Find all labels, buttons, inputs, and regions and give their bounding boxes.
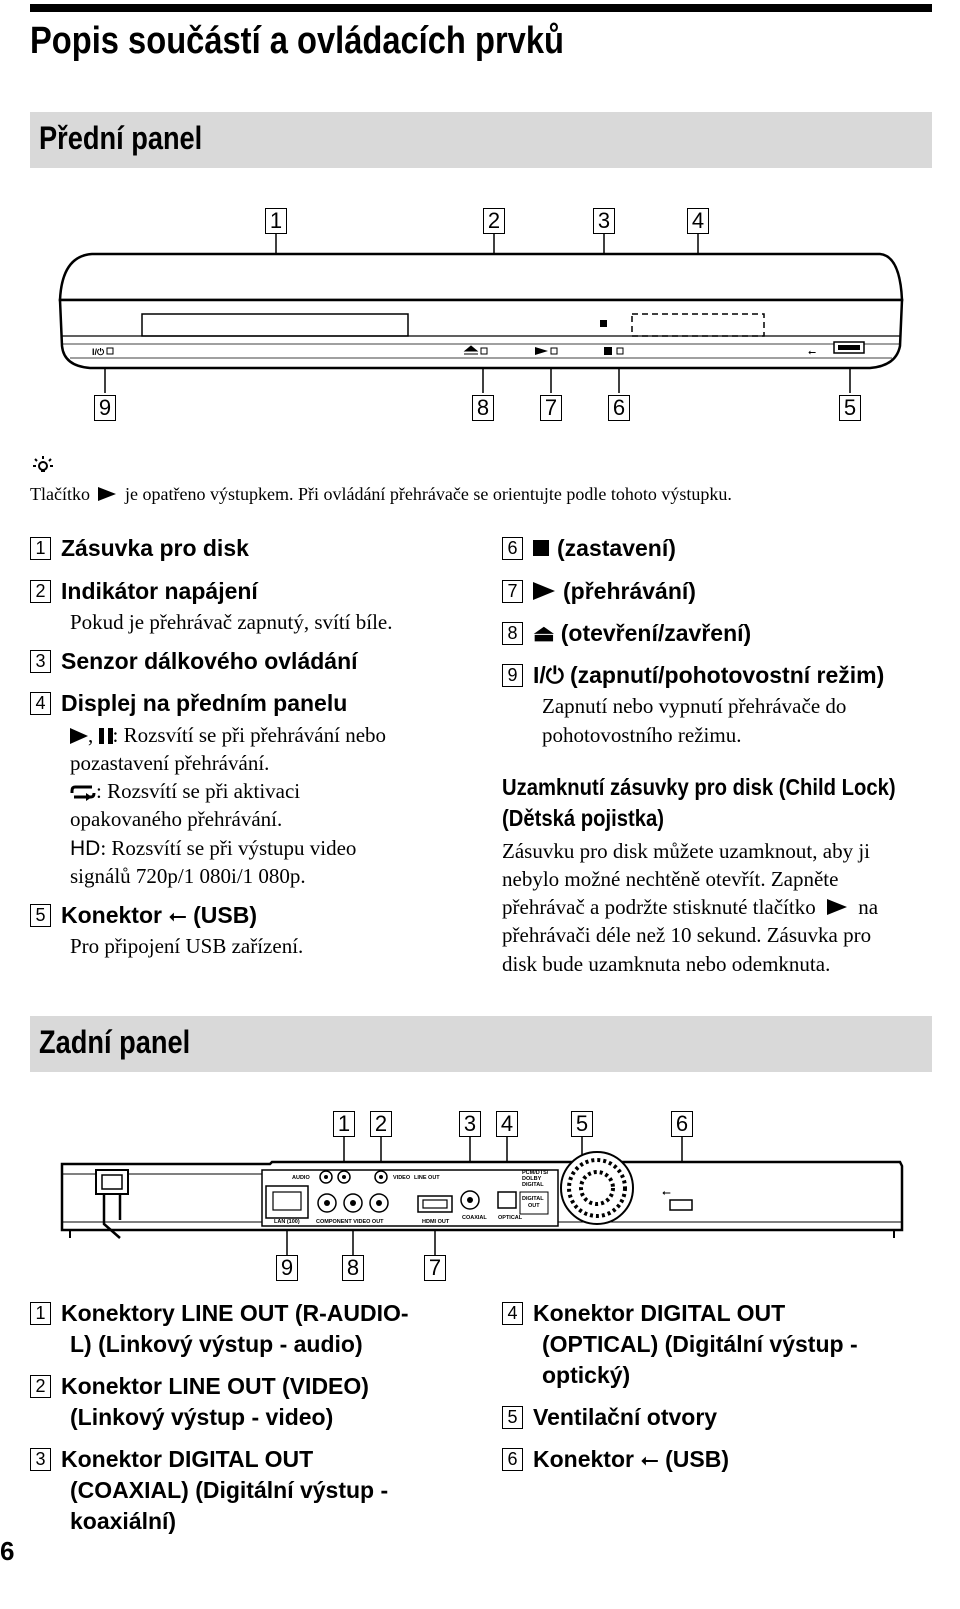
item-label: Indikátor napájení — [61, 578, 258, 604]
item-number: 2 — [30, 580, 51, 603]
label-component: COMPONENT VIDEO OUT — [316, 1219, 384, 1225]
item-number: 5 — [30, 904, 51, 927]
play-icon — [98, 487, 116, 501]
callout-front-8: 8 — [472, 395, 494, 421]
callout-rear-7: 7 — [424, 1255, 446, 1281]
repeat-icon — [70, 783, 96, 801]
label-hdmi: HDMI OUT — [422, 1219, 450, 1225]
rear-item-3 — [30, 1444, 313, 1475]
callout-front-7: 7 — [540, 395, 562, 421]
item-number: 4 — [30, 692, 51, 715]
callout-rear-9: 9 — [276, 1255, 298, 1281]
item-label: (zapnutí/pohotovostní režim) — [569, 662, 885, 688]
child-lock-text-3 — [502, 893, 878, 921]
rear-item-3-line-2: (COAXIAL) (Digitální výstup - — [70, 1477, 389, 1503]
callout-rear-5: 5 — [571, 1111, 593, 1137]
rear-item-2-line-2: (Linkový výstup - video) — [70, 1404, 334, 1430]
item-number: 8 — [502, 622, 523, 645]
usb-icon: ⭠ — [640, 1446, 659, 1472]
item-number: 6 — [502, 537, 523, 560]
callout-rear-3: 3 — [459, 1111, 481, 1137]
child-lock-text-5: disk bude uzamknuta nebo odemknuta. — [502, 952, 831, 976]
front-item-6 — [502, 533, 676, 564]
rear-item-3-line-3: koaxiální) — [70, 1508, 177, 1534]
callout-front-9: 9 — [94, 395, 116, 421]
rear-panel-heading-bar — [30, 1016, 932, 1072]
rear-item-2 — [30, 1371, 369, 1402]
rear-item-4-line-3: optický) — [542, 1362, 631, 1388]
child-lock-text-4: přehrávači déle než 10 sekund. Zásuvka pro — [502, 923, 872, 947]
item-number: 7 — [502, 580, 523, 603]
item-label-suffix: (USB) — [665, 1446, 730, 1472]
power-icon: I/⏻ — [533, 662, 564, 688]
desc-line: : Rozsvítí se při výstupu video — [100, 836, 357, 860]
label-coaxial: COAXIAL — [462, 1215, 487, 1221]
item-number: 5 — [502, 1406, 523, 1429]
callout-front-6: 6 — [608, 395, 630, 421]
eject-icon: ⏏ — [533, 620, 555, 646]
play-icon — [827, 899, 847, 915]
item-number: 3 — [30, 1448, 51, 1471]
label-video: VIDEO — [393, 1175, 411, 1181]
desc-line: : Rozsvítí se při aktivaci — [96, 779, 301, 803]
front-item-8 — [502, 618, 751, 649]
tip-text-end: je opatřeno výstupkem. Při ovládání přehrávače se orientujte podle tohoto výstupku. — [124, 484, 732, 504]
page-number: 6 — [0, 1536, 15, 1566]
front-item-2 — [30, 576, 258, 607]
label-optical: OPTICAL — [498, 1215, 523, 1221]
item-label: Konektor LINE OUT (VIDEO) — [61, 1373, 369, 1399]
front-item-4 — [30, 688, 347, 719]
rear-item-5 — [502, 1402, 717, 1433]
label-line-out: LINE OUT — [414, 1175, 440, 1181]
label-audio: AUDIO — [292, 1175, 310, 1181]
text-line: přehrávač a podržte stisknuté tlačítko — [502, 895, 816, 919]
item-number: 1 — [30, 1302, 51, 1325]
front-item-4-desc-1: , : Rozsvítí se při přehrávání nebo — [70, 721, 386, 749]
front-item-4-desc-4: opakovaného přehrávání. — [70, 807, 283, 831]
child-lock-heading-1: Uzamknutí zásuvky pro disk (Child Lock) — [502, 774, 896, 800]
item-label: Konektor — [61, 902, 162, 928]
desc-line: : Rozsvítí se při přehrávání nebo — [112, 723, 387, 747]
play-icon — [70, 728, 88, 744]
page-title: Popis součástí a ovládacích prvků — [30, 20, 564, 62]
item-label: Konektor DIGITAL OUT — [61, 1446, 314, 1472]
item-number: 1 — [30, 537, 51, 560]
usb-icon: ⭠ — [168, 902, 187, 928]
item-number: 4 — [502, 1302, 523, 1325]
pause-icon — [99, 728, 113, 744]
rear-item-6 — [502, 1444, 729, 1475]
tip-text — [30, 484, 732, 505]
rear-item-1 — [30, 1298, 409, 1329]
front-item-2-desc: Pokud je přehrávač zapnutý, svítí bíle. — [70, 610, 393, 634]
item-label: Ventilační otvory — [533, 1404, 718, 1430]
rear-item-4 — [502, 1298, 785, 1329]
child-lock-heading-2: (Dětská pojistka) — [502, 805, 664, 831]
rear-item-1-line-2: L) (Linkový výstup - audio) — [70, 1331, 363, 1357]
label-lan: LAN (100) — [274, 1219, 300, 1225]
front-item-7 — [502, 576, 696, 607]
rear-panel-heading: Zadní panel — [39, 1024, 191, 1060]
item-number: 2 — [30, 1375, 51, 1398]
label-digital-out-2: OUT — [528, 1203, 540, 1209]
front-item-9-desc-2: pohotovostního režimu. — [542, 723, 742, 747]
svg-text:⭠: ⭠ — [662, 1187, 671, 1199]
play-icon — [533, 582, 555, 600]
item-label: Displej na předním panelu — [61, 690, 348, 716]
callout-front-2: 2 — [483, 208, 505, 234]
hint-bulb-icon — [32, 455, 54, 477]
callout-front-4: 4 — [687, 208, 709, 234]
top-rule — [30, 4, 932, 12]
front-item-3 — [30, 646, 358, 677]
item-label: Zásuvka pro disk — [61, 535, 249, 561]
callout-rear-2: 2 — [370, 1111, 392, 1137]
front-item-5-desc: Pro připojení USB zařízení. — [70, 934, 304, 958]
item-label-suffix: (USB) — [193, 902, 258, 928]
front-item-9-desc-1: Zapnutí nebo vypnutí přehrávače do — [542, 694, 847, 718]
item-label: (otevření/zavření) — [560, 620, 752, 646]
stop-icon — [533, 540, 549, 556]
svg-text:I/⏻: I/⏻ — [92, 347, 105, 357]
rear-item-4-line-2: (OPTICAL) (Digitální výstup - — [542, 1331, 858, 1357]
front-item-9 — [502, 660, 884, 691]
label-pcm-3: DIGITAL — [522, 1182, 544, 1188]
item-label: Konektor — [533, 1446, 634, 1472]
label-digital-out: DIGITAL — [522, 1196, 544, 1202]
svg-text:⭠: ⭠ — [808, 347, 816, 358]
item-number: 3 — [30, 650, 51, 673]
callout-rear-1: 1 — [333, 1111, 355, 1137]
front-item-4-desc-3 — [70, 777, 300, 805]
item-label: (zastavení) — [557, 535, 676, 561]
label-pcm-2: DOLBY — [522, 1176, 542, 1182]
item-label: Konektory LINE OUT (R-AUDIO- — [61, 1300, 409, 1326]
item-number: 9 — [502, 664, 523, 687]
front-item-1 — [30, 533, 249, 564]
item-label: Konektor DIGITAL OUT — [533, 1300, 786, 1326]
callout-front-1: 1 — [265, 208, 287, 234]
text-line: na — [858, 895, 879, 919]
child-lock-text-2: nebylo možné nechtěně otevřít. Zapněte — [502, 867, 839, 891]
item-label: (přehrávání) — [563, 578, 696, 604]
front-panel-heading: Přední panel — [39, 120, 203, 156]
front-item-5 — [30, 900, 257, 931]
front-item-4-desc-2: pozastavení přehrávání. — [70, 751, 270, 775]
front-item-4-desc-6: signálů 720p/1 080i/1 080p. — [70, 864, 306, 888]
callout-front-5: 5 — [839, 395, 861, 421]
item-number: 6 — [502, 1448, 523, 1471]
item-label: Senzor dálkového ovládání — [61, 648, 358, 674]
front-panel-heading-bar — [30, 112, 932, 168]
callout-rear-8: 8 — [342, 1255, 364, 1281]
hd-glyph: HD — [70, 837, 101, 860]
child-lock-text-1: Zásuvku pro disk můžete uzamknout, aby ji — [502, 839, 871, 863]
callout-front-3: 3 — [593, 208, 615, 234]
tip-text-start: Tlačítko — [30, 484, 90, 504]
callout-rear-4: 4 — [496, 1111, 518, 1137]
callout-rear-6: 6 — [671, 1111, 693, 1137]
front-item-4-desc-5 — [70, 834, 356, 863]
label-pcm: PCM/DTS/ — [522, 1170, 549, 1176]
